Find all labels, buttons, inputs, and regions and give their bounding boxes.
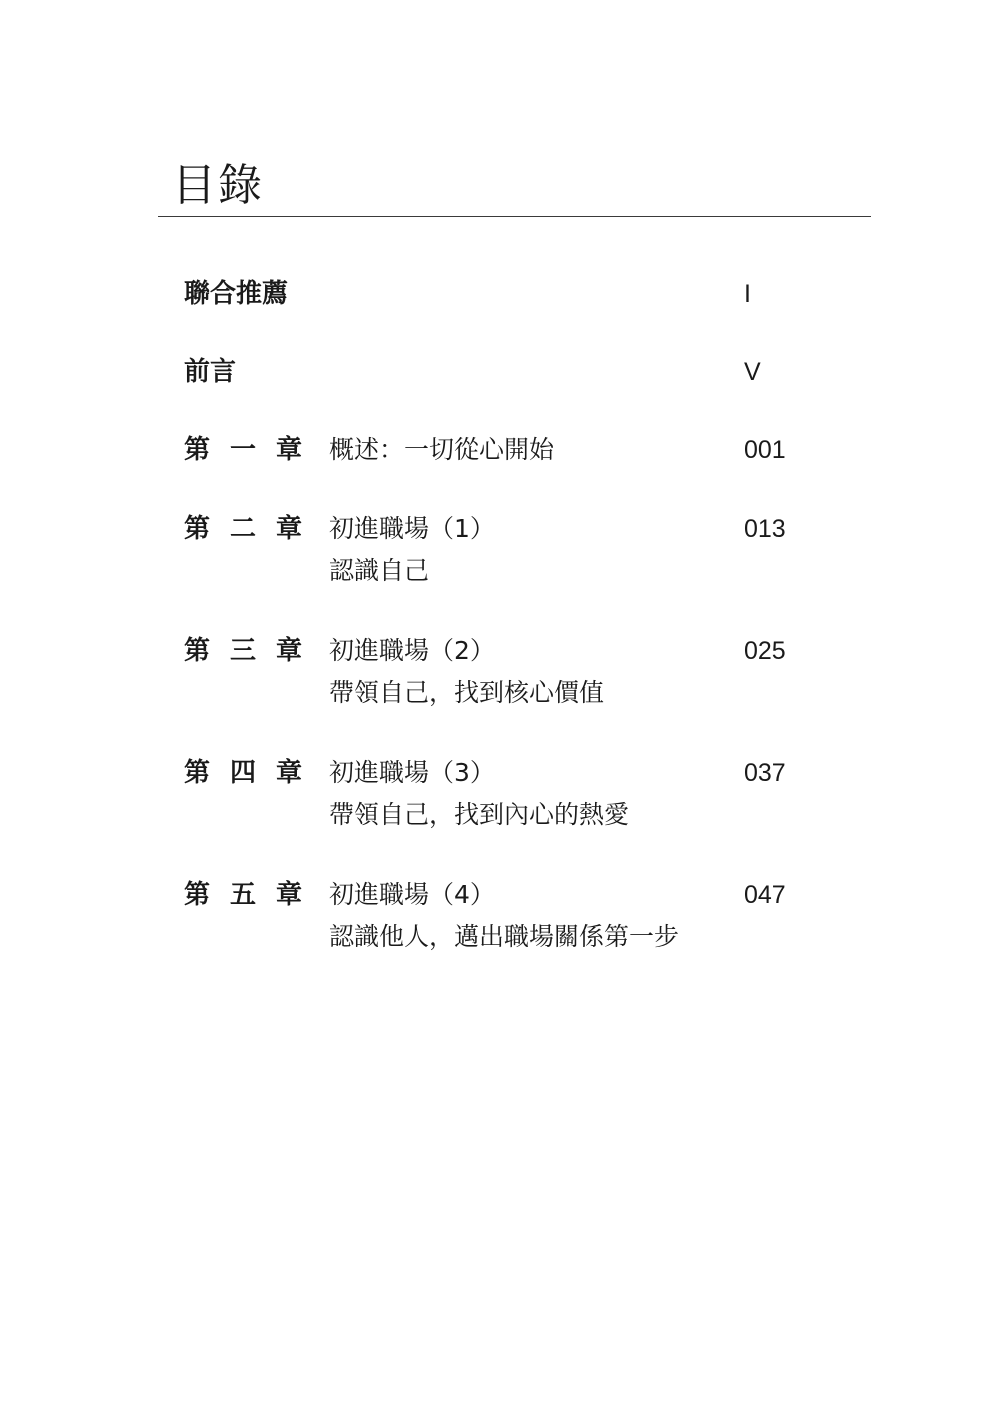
chapter-label-char: 第 — [184, 880, 211, 910]
chapter-label — [184, 875, 308, 915]
chapter-title: 概述：一切從心開始 — [329, 435, 555, 464]
chapter-label — [184, 631, 308, 671]
chapter-label-char: 章 — [276, 435, 303, 465]
chapter-title: 初進職場（1） — [329, 514, 495, 543]
chapter-label-char: 四 — [230, 758, 257, 788]
entry-label: 前言 — [184, 357, 237, 387]
chapter-label — [184, 509, 308, 549]
chapter-label — [184, 753, 308, 793]
chapter-label-char: 第 — [184, 435, 211, 465]
page-title: 目錄 — [172, 160, 264, 211]
chapter-label — [184, 430, 308, 470]
page-number: 037 — [744, 759, 786, 787]
chapter-label-char: 第 — [184, 514, 211, 544]
chapter-label-char: 三 — [230, 636, 257, 666]
chapter-subtitle: 帶領自己，找到內心的熱愛 — [329, 800, 630, 829]
chapter-title: 初進職場（4） — [329, 880, 495, 909]
chapter-subtitle: 認識他人，邁出職場關係第一步 — [329, 922, 680, 951]
entry-label: 聯合推薦 — [184, 279, 289, 309]
title-divider — [158, 216, 871, 217]
chapter-label-char: 一 — [230, 435, 257, 465]
chapter-label-char: 五 — [230, 880, 257, 910]
page-number: 001 — [744, 436, 786, 464]
page-number: 025 — [744, 637, 786, 665]
chapter-label-char: 章 — [276, 514, 303, 544]
page-number: V — [744, 358, 761, 386]
chapter-label-char: 章 — [276, 758, 303, 788]
page-number: I — [744, 280, 751, 308]
chapter-title: 初進職場（3） — [329, 758, 495, 787]
chapter-label-char: 第 — [184, 758, 211, 788]
chapter-subtitle: 帶領自己，找到核心價值 — [329, 678, 605, 707]
chapter-label-char: 章 — [276, 880, 303, 910]
page-number: 013 — [744, 515, 786, 543]
chapter-label-char: 二 — [230, 514, 257, 544]
chapter-label-char: 第 — [184, 636, 211, 666]
chapter-subtitle: 認識自己 — [329, 556, 430, 585]
chapter-label-char: 章 — [276, 636, 303, 666]
chapter-title: 初進職場（2） — [329, 636, 495, 665]
page-number: 047 — [744, 881, 786, 909]
